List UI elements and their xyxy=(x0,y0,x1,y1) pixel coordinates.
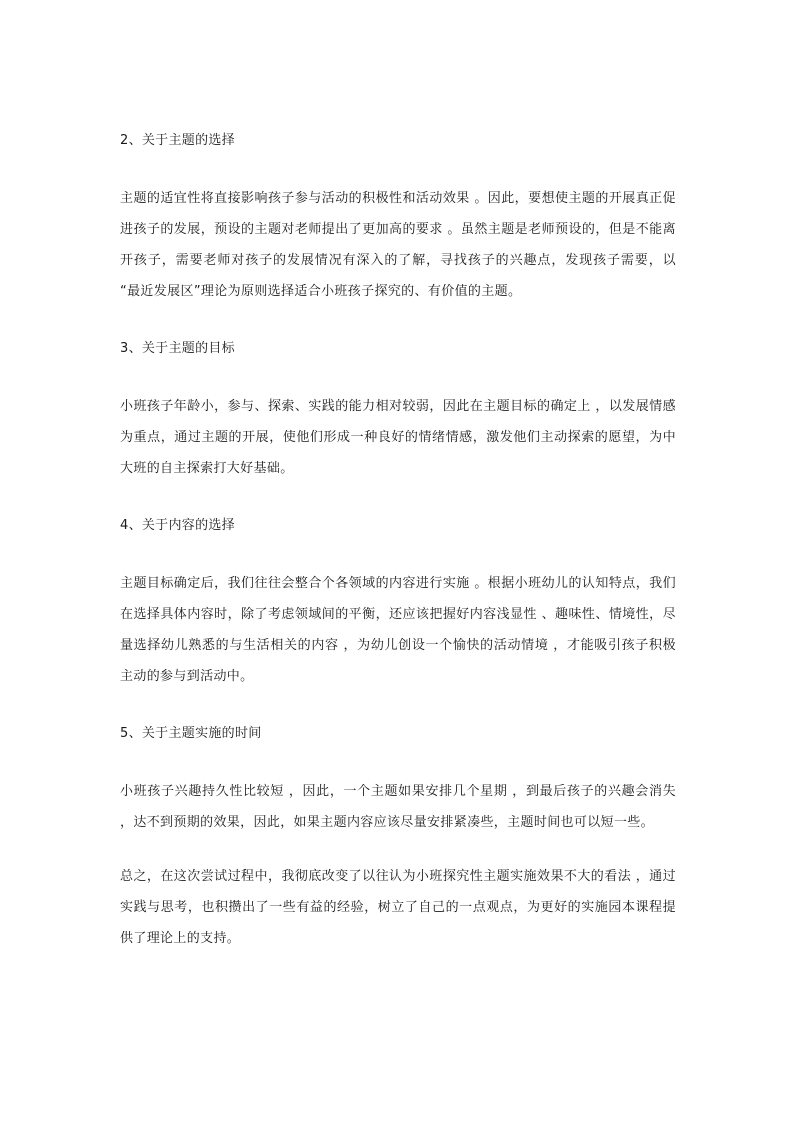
section-heading-3: 3、关于主题的目标 xyxy=(120,341,235,356)
section-paragraph-5: 小班孩子兴趣持久性比较短 ，因此，一个主题如果安排几个星期 ，到最后孩子的兴趣会消失 ，达不到预期的效果，因此，如果主题内容应该尽量安排紧凑些，主题时间也可以短一些。 xyxy=(120,784,676,830)
section-heading-4: 4、关于内容的选择 xyxy=(120,518,235,533)
section-paragraph-2: 主题的适宜性将直接影响孩子参与活动的积极性和活动效果 。因此，要想使主题的开展真正促进孩子的发展，预设的主题对老师提出了更加高的要求 。虽然主题是老师预设的，但是不能离开孩子，需要老师对孩子的发展情况有深入的了解，寻找孩子的兴趣点，发现孩子需要，以 “最近发展区”理论为原则选择适合小班孩子探究的、有价值的主题。 xyxy=(120,191,676,299)
section-heading-5: 5、关于主题实施的时间 xyxy=(120,726,262,741)
section-heading-2: 2、关于主题的选择 xyxy=(120,133,235,148)
section-paragraph-3: 小班孩子年龄小，参与、探索、实践的能力相对较弱，因此在主题目标的确定上 ，以发展情感为重点，通过主题的开展，使他们形成一种良好的情绪情感，激发他们主动探索的愿望，为中大班的自主探索打大好基础。 xyxy=(120,399,676,476)
conclusion-paragraph: 总之，在这次尝试过程中，我彻底改变了以往认为小班探究性主题实施效果不大的看法 ，通过实践与思考，也积攒出了一些有益的经验，树立了自己的一点观点，为更好的实施园本课程提供了理论上的支持。 xyxy=(120,869,676,946)
section-paragraph-4: 主题目标确定后，我们往往会整合个各领域的内容进行实施 。根据小班幼儿的认知特点，我们在选择具体内容时，除了考虑领域间的平衡，还应该把握好内容浅显性 、趣味性、情境性，尽量选择幼儿熟悉的与生活相关的内容 ，为幼儿创设一个愉快的活动情境 ，才能吸引孩子积极主动的参与到活动中。 xyxy=(120,576,676,684)
document-body xyxy=(120,128,676,983)
